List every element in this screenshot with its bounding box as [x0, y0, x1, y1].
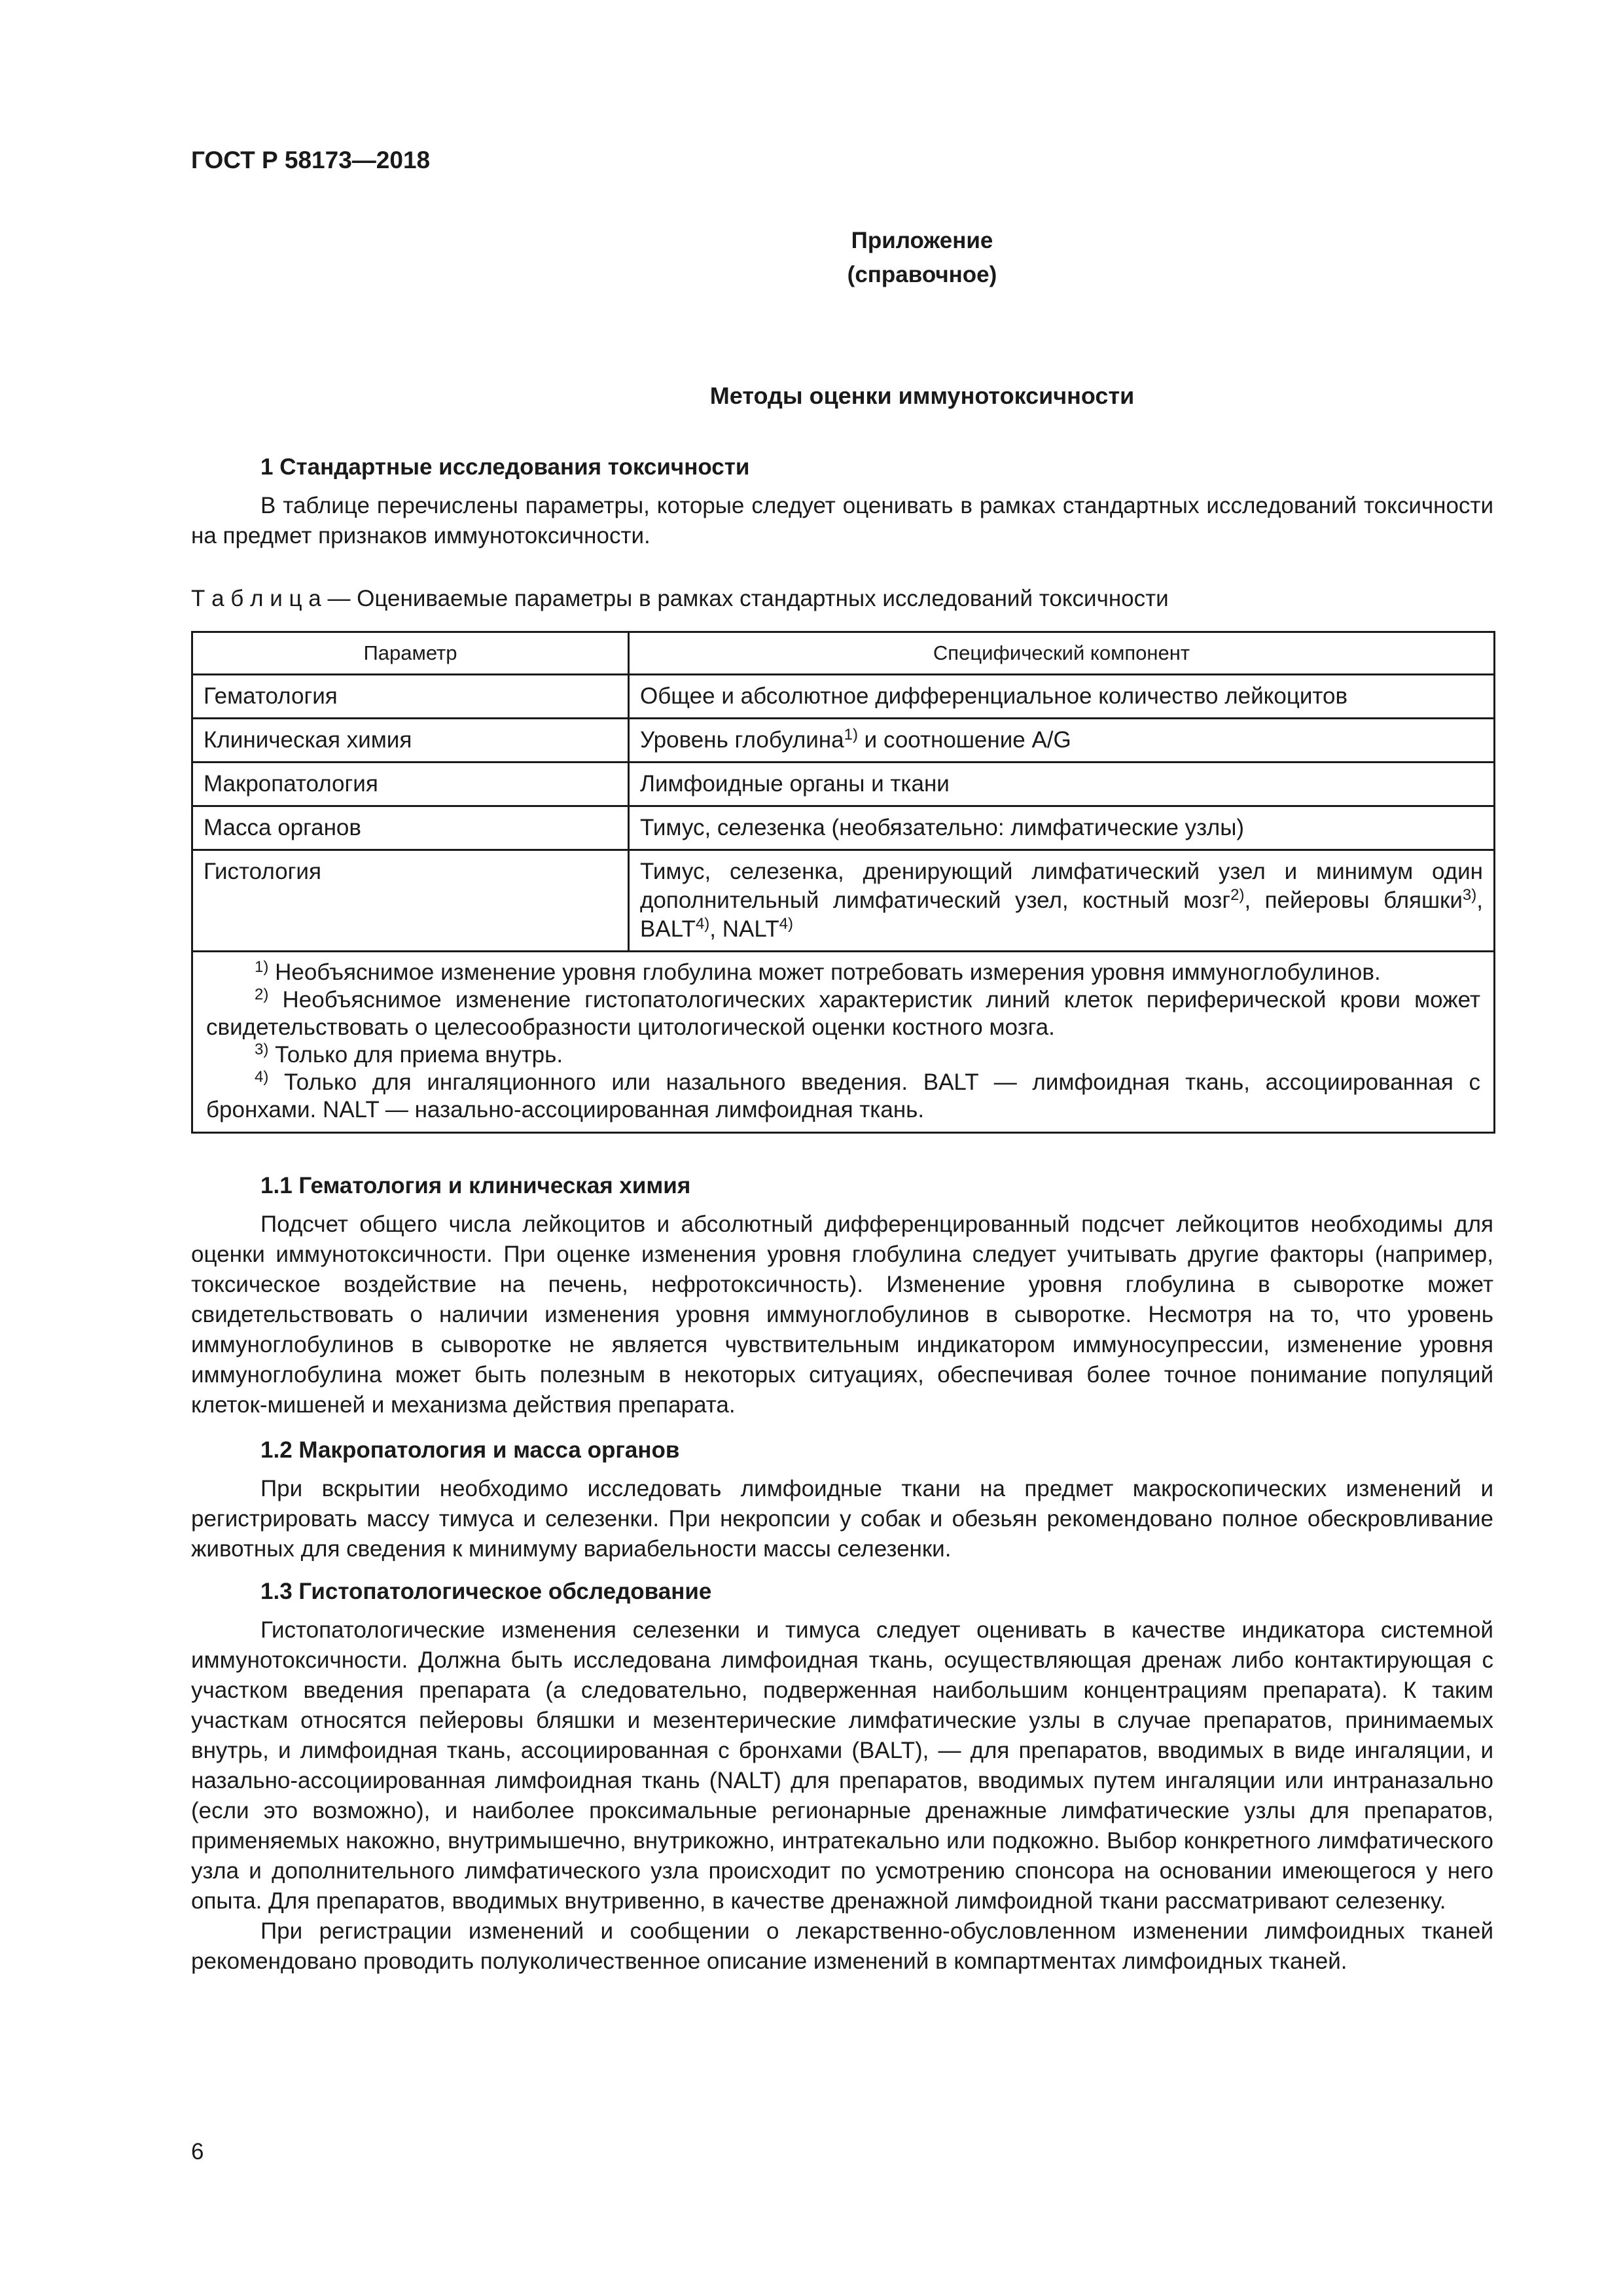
- table-caption: Т а б л и ц а — Оцениваемые параметры в рамках стандартных исследований токсичности: [191, 586, 1169, 611]
- section-1-3-text: [191, 1615, 1493, 1977]
- section-1-text: [191, 491, 1493, 551]
- table-cell-component: Тимус, селезенка, дренирующий лимфатический узел и минимум один дополнительный лимфатический узел, костный мозг$^{2)}$, пейеровы бляшки$^{3)}$, BALT$^{4)}$, NALT$^{4)}$: [629, 850, 1495, 952]
- table-row: [192, 806, 1495, 850]
- appendix-label: [0, 224, 1623, 292]
- table-row: [192, 675, 1495, 719]
- column-header-parameter: Параметр: [192, 632, 629, 675]
- table-cell-component: Тимус, селезенка (необязательно: лимфатические узлы): [629, 806, 1495, 850]
- section-1-3-paragraph-1: Гистопатологические изменения селезенки и тимуса следует оценивать в качестве индикатора системной иммунотоксичности. Должна быть исследована лимфоидная ткань, осуществляющая дренаж либо контактирующая с участком введения препарата (а следовательно, подверженная наибольшим концентрациям препарата). К таким участкам относятся пейеровы бляшки и мезентерические лимфатические узлы в случае препаратов, принимаемых внутрь, и лимфоидная ткань, ассоциированная с бронхами (BALT), — для препаратов, вводимых в виде ингаляции, и назально-ассоциированная лимфоидная ткань (NALT) для препаратов, вводимых путем ингаляции или интраназально (если это возможно), и наиболее проксимальные регионарные дренажные лимфатические узлы для препаратов, применяемых накожно, внутримышечно, внутрикожно, интратекально или подкожно. Выбор конкретного лимфатического узла и дополнительного лимфатического узла происходит по усмотрению спонсора на основании имеющегося у него опыта. Для препаратов, вводимых внутривенно, в качестве дренажной лимфоидной ткани рассматривают селезенку.: [191, 1617, 1493, 1914]
- table-row: [192, 719, 1495, 762]
- table-cell-parameter: Гистология: [192, 850, 629, 952]
- table-cell-parameter: Клиническая химия: [192, 719, 629, 762]
- section-1-1-text: [191, 1210, 1493, 1420]
- column-header-component: Специфический компонент: [629, 632, 1495, 675]
- footnote-ref: 4): [695, 915, 710, 933]
- table-row: [192, 762, 1495, 806]
- table-note: $^{1)}$ Необъяснимое изменение уровня глобулина может потребовать измерения уровня иммуноглобулинов.: [255, 958, 1381, 985]
- table-cell-parameter: Макропатология: [192, 762, 629, 806]
- table-header-row: [192, 632, 1495, 675]
- section-1-1-heading: 1.1 Гематология и клиническая химия: [260, 1173, 691, 1198]
- section-1-2-heading: 1.2 Макропатология и масса органов: [260, 1437, 680, 1463]
- footnote-ref: 2): [1230, 886, 1245, 904]
- table-note: $^{2)}$ Необъяснимое изменение гистопатологических характеристик линий клеток периферической крови может свидетельствовать о целесообразности цитологической оценки костного мозга.: [206, 986, 1480, 1040]
- table-cell-parameter: Масса органов: [192, 806, 629, 850]
- section-1-heading: 1 Стандартные исследования токсичности: [260, 454, 750, 480]
- section-1-3-paragraph-2: При регистрации изменений и сообщении о лекарственно-обусловленном изменении лимфоидных тканей рекомендовано проводить полуколичественное описание изменений в компартментах лимфоидных тканей.: [191, 1918, 1493, 1974]
- table-cell-component: Общее и абсолютное дифференциальное количество лейкоцитов: [629, 675, 1495, 719]
- footnote-ref: 4): [779, 915, 793, 933]
- table-cell-parameter: Гематология: [192, 675, 629, 719]
- page-title: Методы оценки иммунотоксичности: [709, 382, 1135, 409]
- section-1-2-text: [191, 1474, 1493, 1564]
- section-1-paragraph: В таблице перечислены параметры, которые следует оценивать в рамках стандартных исследований токсичности на предмет признаков иммунотоксичности.: [191, 493, 1493, 548]
- table-note: $^{4)}$ Только для ингаляционного или назального введения. BALT — лимфоидная ткань, ассоциированная с бронхами. NALT — назально-ассоциированная лимфоидная ткань.: [206, 1068, 1480, 1122]
- section-1-2-paragraph: При вскрытии необходимо исследовать лимфоидные ткани на предмет макроскопических изменений и регистрировать массу тимуса и селезенки. При некропсии у собак и обезьян рекомендовано полное обескровливание животных для сведения к минимуму вариабельности массы селезенки.: [191, 1476, 1493, 1562]
- footnote-ref: 3): [1462, 886, 1477, 904]
- footnote-ref: 1): [844, 726, 858, 744]
- table-row: [192, 850, 1495, 952]
- page-number: 6: [191, 2139, 204, 2164]
- document-code: ГОСТ Р 58173—2018: [191, 147, 431, 173]
- appendix-line2: (справочное): [847, 262, 997, 287]
- section-1-3-heading: 1.3 Гистопатологическое обследование: [260, 1579, 712, 1604]
- table-notes-row: [192, 952, 1495, 1133]
- appendix-line1: Приложение: [851, 228, 993, 253]
- section-1-1-paragraph: Подсчет общего числа лейкоцитов и абсолютный дифференцированный подсчет лейкоцитов необходимы для оценки иммунотоксичности. При оценке изменения уровня глобулина следует учитывать другие факторы (например, токсическое воздействие на печень, нефротоксичность). Изменение уровня глобулина в сыворотке может свидетельствовать о наличии изменения уровня иммуноглобулинов в сыворотке. Несмотря на то, что уровень иммуноглобулинов в сыворотке не является чувствительным индикатором иммуносупрессии, изменение уровня иммуноглобулина может быть полезным в некоторых ситуациях, обеспечивая более точное понимание популяций клеток-мишеней и механизма действия препарата.: [191, 1211, 1493, 1418]
- table-cell-component: Лимфоидные органы и ткани: [629, 762, 1495, 806]
- parameters-table: [191, 631, 1495, 1134]
- table-note: $^{3)}$ Только для приема внутрь.: [255, 1041, 563, 1067]
- table-notes: [192, 952, 1495, 1133]
- table-cell-component: Уровень глобулина$^{1)}$ и соотношение A/G: [629, 719, 1495, 762]
